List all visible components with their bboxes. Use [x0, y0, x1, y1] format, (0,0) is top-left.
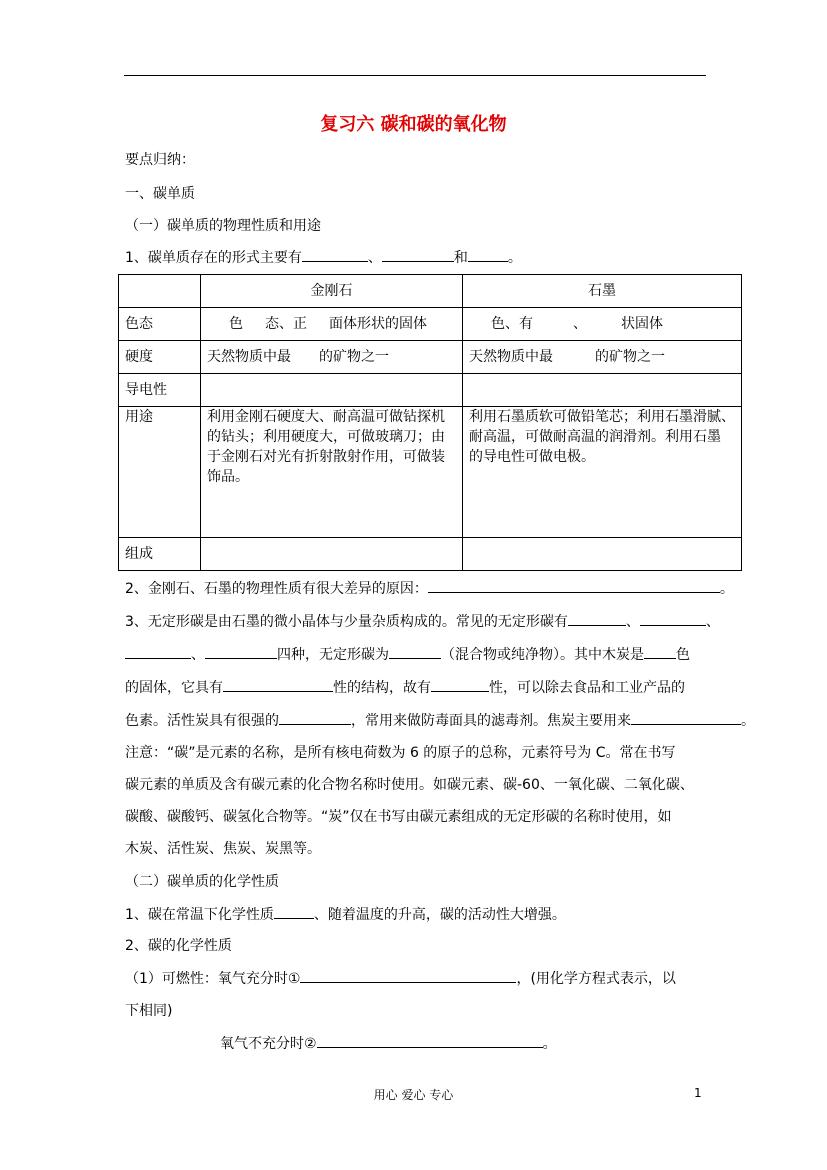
row-label: 用途: [119, 407, 201, 538]
note-line: 碳酸、碳酸钙、碳氢化合物等。“炭”仅在书写由碳元素组成的无定形碳的名称时使用，如: [125, 809, 672, 825]
answer-blank[interactable]: [389, 644, 441, 659]
table-row: [119, 407, 742, 538]
table-cell: 天然物质中最 的矿物之一: [463, 341, 742, 374]
answer-blank[interactable]: [468, 247, 508, 262]
answer-blank[interactable]: [223, 677, 333, 692]
answer-blank[interactable]: [382, 247, 454, 262]
page-number: 1: [694, 1086, 702, 1100]
table-row: [119, 308, 742, 341]
intro-text: 要点归纳：: [125, 152, 195, 168]
answer-blank[interactable]: [317, 1033, 543, 1048]
row-label: 导电性: [119, 374, 201, 407]
chem-question-3-cont: 下相同): [125, 1003, 173, 1019]
row-label: 组成: [119, 538, 201, 571]
table-cell: [201, 374, 463, 407]
question-3-line-3: 的固体，它具有 性的结构，故有 性，可以除去食品和工业产品的: [125, 677, 685, 698]
note-line: 注意：“碳”是元素的名称，是所有核电荷数为 6 的原子的总称，元素符号为 C。常在书写: [125, 745, 676, 761]
table-header-cell: [119, 275, 201, 308]
header-rule: [124, 75, 706, 76]
answer-blank[interactable]: [644, 644, 676, 659]
answer-blank[interactable]: [300, 968, 516, 983]
answer-blank[interactable]: [431, 677, 489, 692]
note-line: 木炭、活性炭、焦炭、炭黑等。: [125, 841, 321, 857]
answer-blank[interactable]: [205, 644, 277, 659]
answer-blank[interactable]: [631, 710, 741, 725]
row-label: 硬度: [119, 341, 201, 374]
table-cell: 色 态、正 面体形状的固体: [201, 308, 463, 341]
section-heading: 一、碳单质: [125, 186, 195, 202]
table-cell: 色、有 、 状固体: [463, 308, 742, 341]
row-label: 色态: [119, 308, 201, 341]
table-header-row: [119, 275, 742, 308]
answer-blank[interactable]: [302, 247, 368, 262]
table-cell: [201, 538, 463, 571]
question-3-line-1: 3、无定形碳是由石墨的微小晶体与少量杂质构成的。常见的无定形碳有 、 、: [125, 611, 720, 632]
subsection-heading: （一）碳单质的物理性质和用途: [125, 218, 321, 234]
answer-blank[interactable]: [274, 904, 314, 919]
table-cell: 利用石墨质软可做铅笔芯；利用石墨滑腻、 耐高温，可做耐高温的润滑剂。利用石墨 的导电性可做电极。: [463, 407, 742, 538]
table-cell: 天然物质中最 的矿物之一: [201, 341, 463, 374]
question-3-line-4: 色素。活性炭具有很强的 ，常用来做防毒面具的滤毒剂。焦炭主要用来 。: [125, 710, 755, 731]
table-cell: [463, 538, 742, 571]
chem-question-3: （1）可燃性：氧气充分时① ，(用化学方程式表示，以: [125, 968, 676, 989]
page-footer: 用心 爱心 专心: [373, 1088, 454, 1102]
chem-question-2: 2、碳的化学性质: [125, 938, 232, 954]
table-cell: 利用金刚石硬度大、耐高温可做钻探机 的钻头；利用硬度大，可做玻璃刀；由 于金刚石对光有折射散射作用，可做装 饰品。: [201, 407, 463, 538]
question-1: 1、碳单质存在的形式主要有 、 和 。: [125, 247, 522, 268]
table-row: [119, 374, 742, 407]
properties-table: [118, 274, 742, 571]
table-cell: [463, 374, 742, 407]
table-row: [119, 538, 742, 571]
answer-blank[interactable]: [640, 611, 706, 626]
answer-blank[interactable]: [428, 578, 720, 593]
table-header-cell: 石墨: [463, 275, 742, 308]
subsection-heading: （二）碳单质的化学性质: [125, 874, 279, 890]
note-line: 碳元素的单质及含有碳元素的化合物名称时使用。如碳元素、碳-60、一氧化碳、二氧化碳、: [125, 777, 694, 793]
table-header-cell: 金刚石: [201, 275, 463, 308]
page-title: 复习六 碳和碳的氧化物: [320, 114, 507, 135]
chem-question-4: 氧气不充分时② 。: [220, 1033, 557, 1054]
table-row: [119, 341, 742, 374]
answer-blank[interactable]: [279, 710, 351, 725]
answer-blank[interactable]: [125, 644, 191, 659]
question-3-line-2: 、 四种，无定形碳为 （混合物或纯净物）。其中木炭是 色: [125, 644, 690, 665]
answer-blank[interactable]: [568, 611, 626, 626]
question-2: 2、金刚石、石墨的物理性质有很大差异的原因： 。: [125, 578, 734, 599]
chem-question-1: 1、碳在常温下化学性质 、随着温度的升高，碳的活动性大增强。: [125, 904, 566, 925]
